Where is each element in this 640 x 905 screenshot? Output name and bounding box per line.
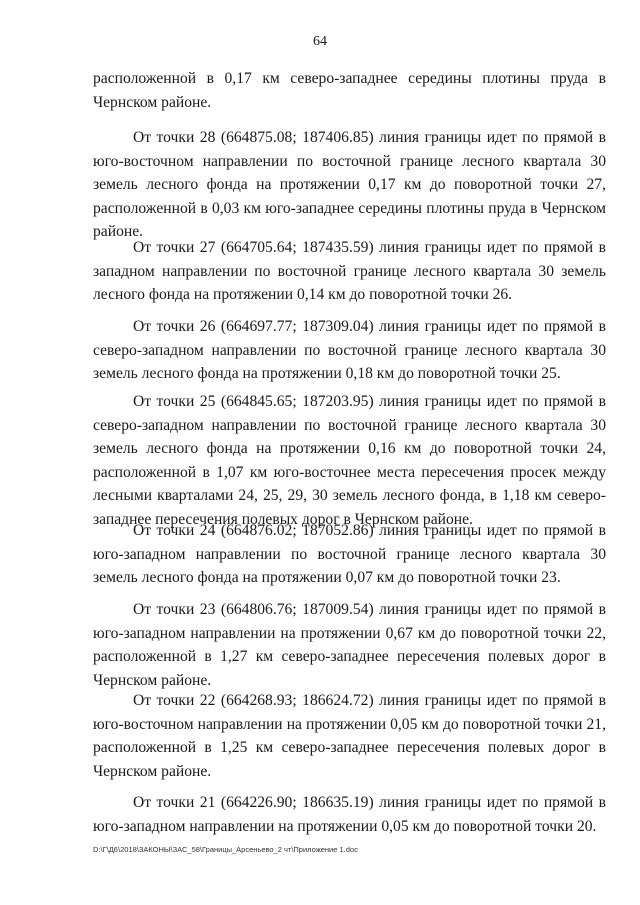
paragraph-point-24: От точки 24 (664876.02; 187052.86) линия границы идет по прямой в юго-западном направлении по восточной границе лесного квартала 30 земель лесного фонда на протяжении 0,07 км до поворотной точки 23. xyxy=(93,522,606,586)
paragraph-point-23: От точки 23 (664806.76; 187009.54) линия границы идет по прямой в юго-западном направлении на протяжении 0,67 км до поворотной точки 22, расположенной в 1,27 км северо-западнее пересечения полевых дорог в Чернском районе. xyxy=(93,601,606,689)
paragraph-point-28: От точки 28 (664875.08; 187406.85) линия границы идет по прямой в юго-восточном направлении по восточной границе лесного квартала 30 земель лесного фонда на протяжении 0,17 км до поворотной точки 27, расположенной в 0,03 км юго-западнее середины плотины пруда в Чернском районе. xyxy=(93,129,606,240)
file-path-footer: D:\Г\Д6\2018\ЗАКОНЫ\ЗАС_58\Границы_Арсеньево_2 чт\Приложение 1.doc xyxy=(93,845,358,854)
paragraph-point-21: От точки 21 (664226.90; 186635.19) линия границы идет по прямой в юго-западном направлении на протяжении 0,05 км до поворотной точки 20. xyxy=(93,794,606,835)
page-number: 64 xyxy=(313,34,327,49)
paragraph-point-27: От точки 27 (664705.64; 187435.59) линия границы идет по прямой в западном направлении по восточной границе лесного квартала 30 земель лесного фонда на протяжении 0,14 км до поворотной точки 26. xyxy=(93,239,606,303)
paragraph-continuation: расположенной в 0,17 км северо-западнее середины плотины пруда в Чернском районе. xyxy=(93,70,606,111)
paragraph-point-26: От точки 26 (664697.77; 187309.04) линия границы идет по прямой в северо-западном направлении по восточной границе лесного квартала 30 земель лесного фонда на протяжении 0,18 км до поворотной точки 25. xyxy=(93,318,606,382)
paragraph-point-25: От точки 25 (664845.65; 187203.95) линия границы идет по прямой в северо-западном направлении по восточной границе лесного квартала 30 земель лесного фонда на протяжении 0,16 км до поворотной точки 24, расположенной в 1,07 км юго-восточнее места пересечения просек между лесными кварталами 24, 25, 29, 30 земель лесного фонда, в 1,18 км северо-западнее пересечения полевых дорог в Чернском районе. xyxy=(93,393,606,528)
paragraph-point-22: От точки 22 (664268.93; 186624.72) линия границы идет по прямой в юго-восточном направлении на протяжении 0,05 км до поворотной точки 21, расположенной в 1,25 км северо-западнее пересечения полевых дорог в Чернском районе. xyxy=(93,692,606,780)
